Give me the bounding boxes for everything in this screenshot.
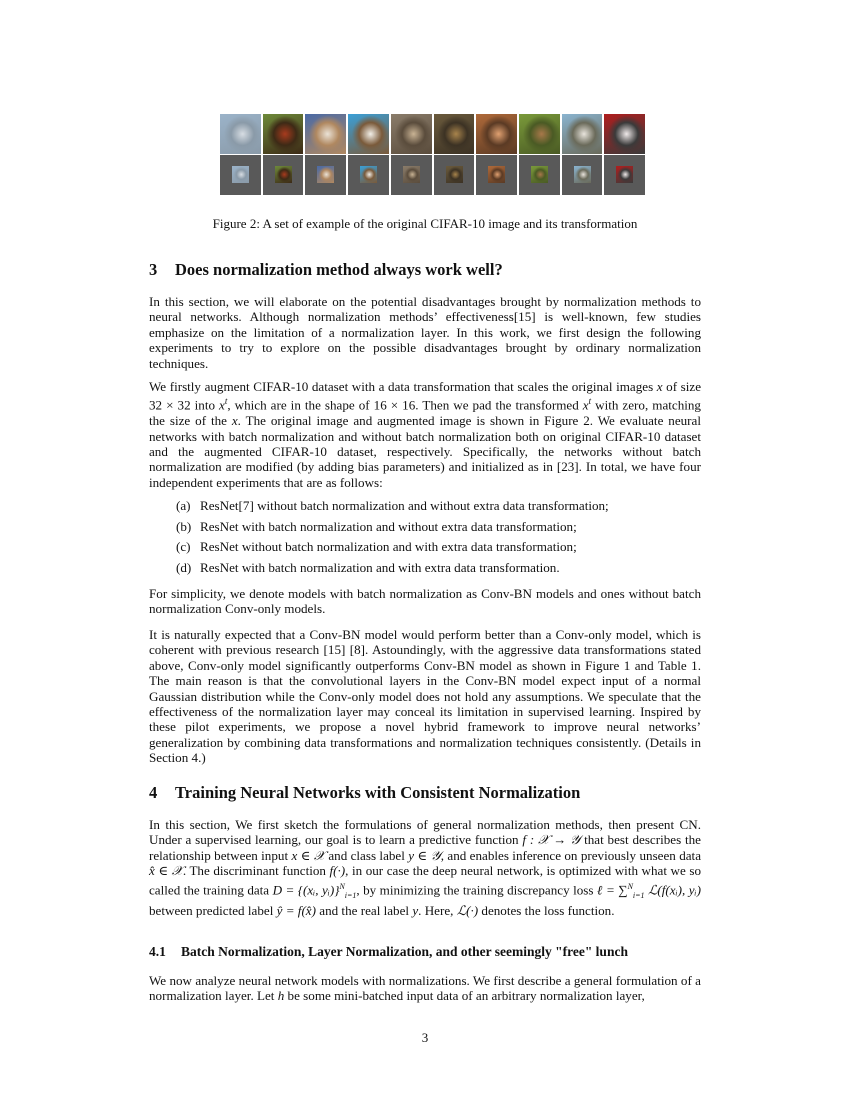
transformed-images-row <box>220 155 645 195</box>
original-image-cat <box>391 114 432 154</box>
experiment-list <box>176 498 701 580</box>
scaled-image-truck <box>616 166 633 183</box>
list-item: (c) ResNet without batch normalization and with extra data transformation; <box>176 539 577 554</box>
original-images-row <box>220 114 645 154</box>
page-number: 3 <box>421 1030 429 1045</box>
transformed-image-horse <box>348 155 389 195</box>
transformed-image-cat <box>391 155 432 195</box>
transformed-image-airplane <box>220 155 261 195</box>
list-item: (a) ResNet[7] without batch normalization and without extra data transformation; <box>176 498 609 513</box>
scaled-image-ship <box>574 166 591 183</box>
scaled-image-airplane <box>232 166 249 183</box>
section-3-paragraph-4: It is naturally expected that a Conv-BN model would perform better than a Conv-only model, which is coherent with previous research [15] [8]. Astoundingly, with the aggressive data transformations stated above, Conv-only model significantly outperforms Conv-BN model as shown in Figure 1 and Table 1. The main reason is that the convolutional layers in the Conv-BN model expect input of a normal Gaussian distribution while the Conv-only model does not hold any assumptions. We speculate that the effectiveness of the normalization layer may conceal its limitation in supervised learning. Inspired by these pilot experiments, we propose a novel hybrid framework to improve neural networks’ generalization by combining data transformations and normalization techniques consistently. (Details in Section 4.) <box>149 627 701 766</box>
section-3-paragraph-1: In this section, we will elaborate on the potential disadvantages brought by normalization methods to neural networks. Although normalization methods’ effectiveness[15] is well-known, few studies emphasize on the limitation of a normalization layer. In this work, we first design the following experiments to try to explore on the possible disadvantages brought by ordinary normalization techniques. <box>149 294 701 371</box>
original-image-cat-2 <box>476 114 517 154</box>
transformed-image-frog <box>519 155 560 195</box>
section-3-paragraph-3: For simplicity, we denote models with batch normalization as Conv-BN models and ones without batch normalization Conv-only models. <box>149 586 701 617</box>
original-image-puppy <box>305 114 346 154</box>
transformed-image-cat-2 <box>476 155 517 195</box>
list-item: (d) ResNet with batch normalization and with extra data transformation. <box>176 559 560 575</box>
original-image-rooster <box>263 114 304 154</box>
original-image-truck <box>604 114 645 154</box>
original-image-horse <box>348 114 389 154</box>
scaled-image-rooster <box>275 166 292 183</box>
transformed-image-rooster <box>263 155 304 195</box>
section-4-1-heading: 4.1 Batch Normalization, Layer Normalization, and other seemingly "free" lunch <box>149 944 628 959</box>
figure-2 <box>220 114 645 195</box>
section-4-paragraph-1: In this section, We first sketch the formulations of general normalization methods, then present CN. Under a supervised learning, our goal is to learn a predictive function f : 𝒳 → 𝒴 that best describes the relationship between input x ∈ 𝒳 and class label y ∈ 𝒴, and enables inference on previously unseen data x̂ ∈ 𝒳. The discriminant function f(·), in our case the deep neural network, is optimized with what we so called the training data D = {(xᵢ, yᵢ)}$^N_{i=1}$, by minimizing the training discrepancy loss ℓ = ∑$^N_{i=1}$ ℒ(f(xᵢ), yᵢ) between predicted label ŷ = f(x̂) and the real label y. Here, ℒ(·) denotes the loss function. <box>149 817 702 918</box>
transformed-image-ship <box>562 155 603 195</box>
transformed-image-truck <box>604 155 645 195</box>
scaled-image-cat-2 <box>488 166 505 183</box>
original-image-frog <box>519 114 560 154</box>
figure-caption: Figure 2: A set of example of the original CIFAR-10 image and its transformation <box>212 216 638 231</box>
section-4-1-paragraph-1: We now analyze neural network models with normalizations. We first describe a general formulation of a normalization layer. Let h be some mini-batched input data of an arbitrary normalization layer, <box>149 973 701 1004</box>
transformed-image-puppy <box>305 155 346 195</box>
scaled-image-puppy <box>317 166 334 183</box>
section-3-paragraph-2: We firstly augment CIFAR-10 dataset with a data transformation that scales the original images x of size 32 × 32 into $x^t$, which are in the shape of 16 × 16. Then we pad the transformed $x^t$ with zero, matching the size of the x. The original image and augmented image is shown in Figure 2. We evaluate neural networks with batch normalization and without batch normalization both on original CIFAR-10 dataset and the augmented CIFAR-10 dataset, respectively. Specifically, the networks without batch normalization are modified (by adding bias parameters) and initialized as in [23]. In total, we have four independent experiments that are as follows: <box>149 379 702 490</box>
section-4-heading: 4 Training Neural Networks with Consistent Normalization <box>149 783 581 802</box>
original-image-ship <box>562 114 603 154</box>
original-image-deer <box>434 114 475 154</box>
scaled-image-horse <box>360 166 377 183</box>
transformed-image-deer <box>434 155 475 195</box>
list-item: (b) ResNet with batch normalization and without extra data transformation; <box>176 518 577 534</box>
scaled-image-frog <box>531 166 548 183</box>
section-3-heading: 3 Does normalization method always work well? <box>149 260 503 279</box>
original-image-airplane <box>220 114 261 154</box>
scaled-image-deer <box>446 166 463 183</box>
scaled-image-cat <box>403 166 420 183</box>
